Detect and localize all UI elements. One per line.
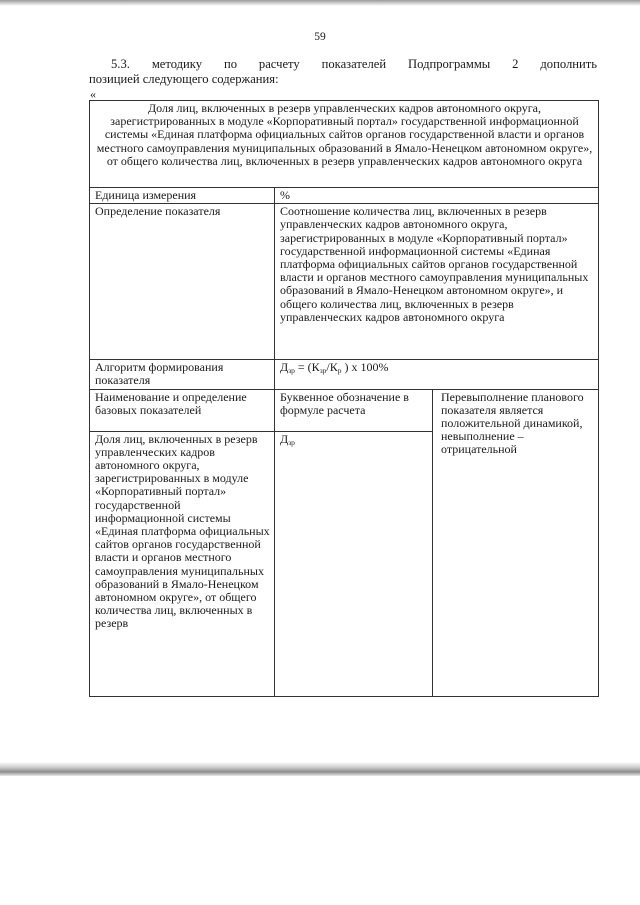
base-header-row: [90, 389, 599, 431]
scan-edge-bottom: [0, 762, 640, 776]
scan-edge-top: [0, 0, 640, 6]
indicator-title: Доля лиц, включенных в резерв управленческих кадров автономного округа, зарегистрированных в модуле «Корпоративный портал» государственной информационной системы «Единая платформа официальных сайтов органов государственной власти и органов местного самоуправления муниципальных образований в Ямало-Ненецком автономном округе», от общего количества лиц, включенных в резерв управленческих кадров автономного округа: [90, 101, 599, 188]
indicator-table: [89, 100, 599, 697]
definition-label: Определение показателя: [90, 204, 275, 360]
title-row: [90, 101, 599, 188]
letter-designation-label: Буквенное обозначение в формуле расчета: [275, 389, 433, 431]
opening-quote: «: [90, 87, 96, 101]
base-indicators-label: Наименование и определение базовых показателей: [90, 389, 275, 431]
algorithm-row: [90, 360, 599, 389]
unit-value: %: [275, 188, 599, 204]
unit-label: Единица измерения: [90, 188, 275, 204]
base-indicator-name: Доля лиц, включенных в резерв управленческих кадров автономного округа, зарегистрированных в модуле «Корпоративный портал» государственной информационной системы «Единая платформа официальных сайтов органов государственной власти и органов местного самоуправления муниципальных образований в Ямало-Ненецком автономном округе», от общего количества лиц, включенных в резерв: [90, 431, 275, 696]
intro-paragraph: [89, 57, 597, 87]
intro-line-2: позицией следующего содержания:: [89, 72, 279, 86]
algorithm-label: Алгоритм формирования показателя: [90, 360, 275, 389]
unit-row: [90, 188, 599, 204]
definition-value: Соотношение количества лиц, включенных в резерв управленческих кадров автономного округа, зарегистрированных в модуле «Корпоративный портал» государственной информационной системы «Единая платформа официальных сайтов органов государственной власти и органов местного самоуправления муниципальных образований в Ямало-Ненецком автономном округе», и общего количества лиц, включенных в резерв управленческих кадров автономного округа: [275, 204, 599, 360]
intro-line-1: 5.3. методику по расчету показателей Подпрограммы 2 дополнить: [111, 57, 597, 71]
definition-row: [90, 204, 599, 360]
page-number: 59: [314, 31, 326, 43]
base-indicator-letter: $Д_{зр}$: [275, 431, 433, 696]
algorithm-formula: $Д_{зр} = (К_{зр}/К_р$ ) х 100%: [275, 360, 599, 389]
plan-fulfillment-note: Перевыполнение планового показателя является положительной динамикой, невыполнение – отрицательной: [433, 389, 599, 696]
